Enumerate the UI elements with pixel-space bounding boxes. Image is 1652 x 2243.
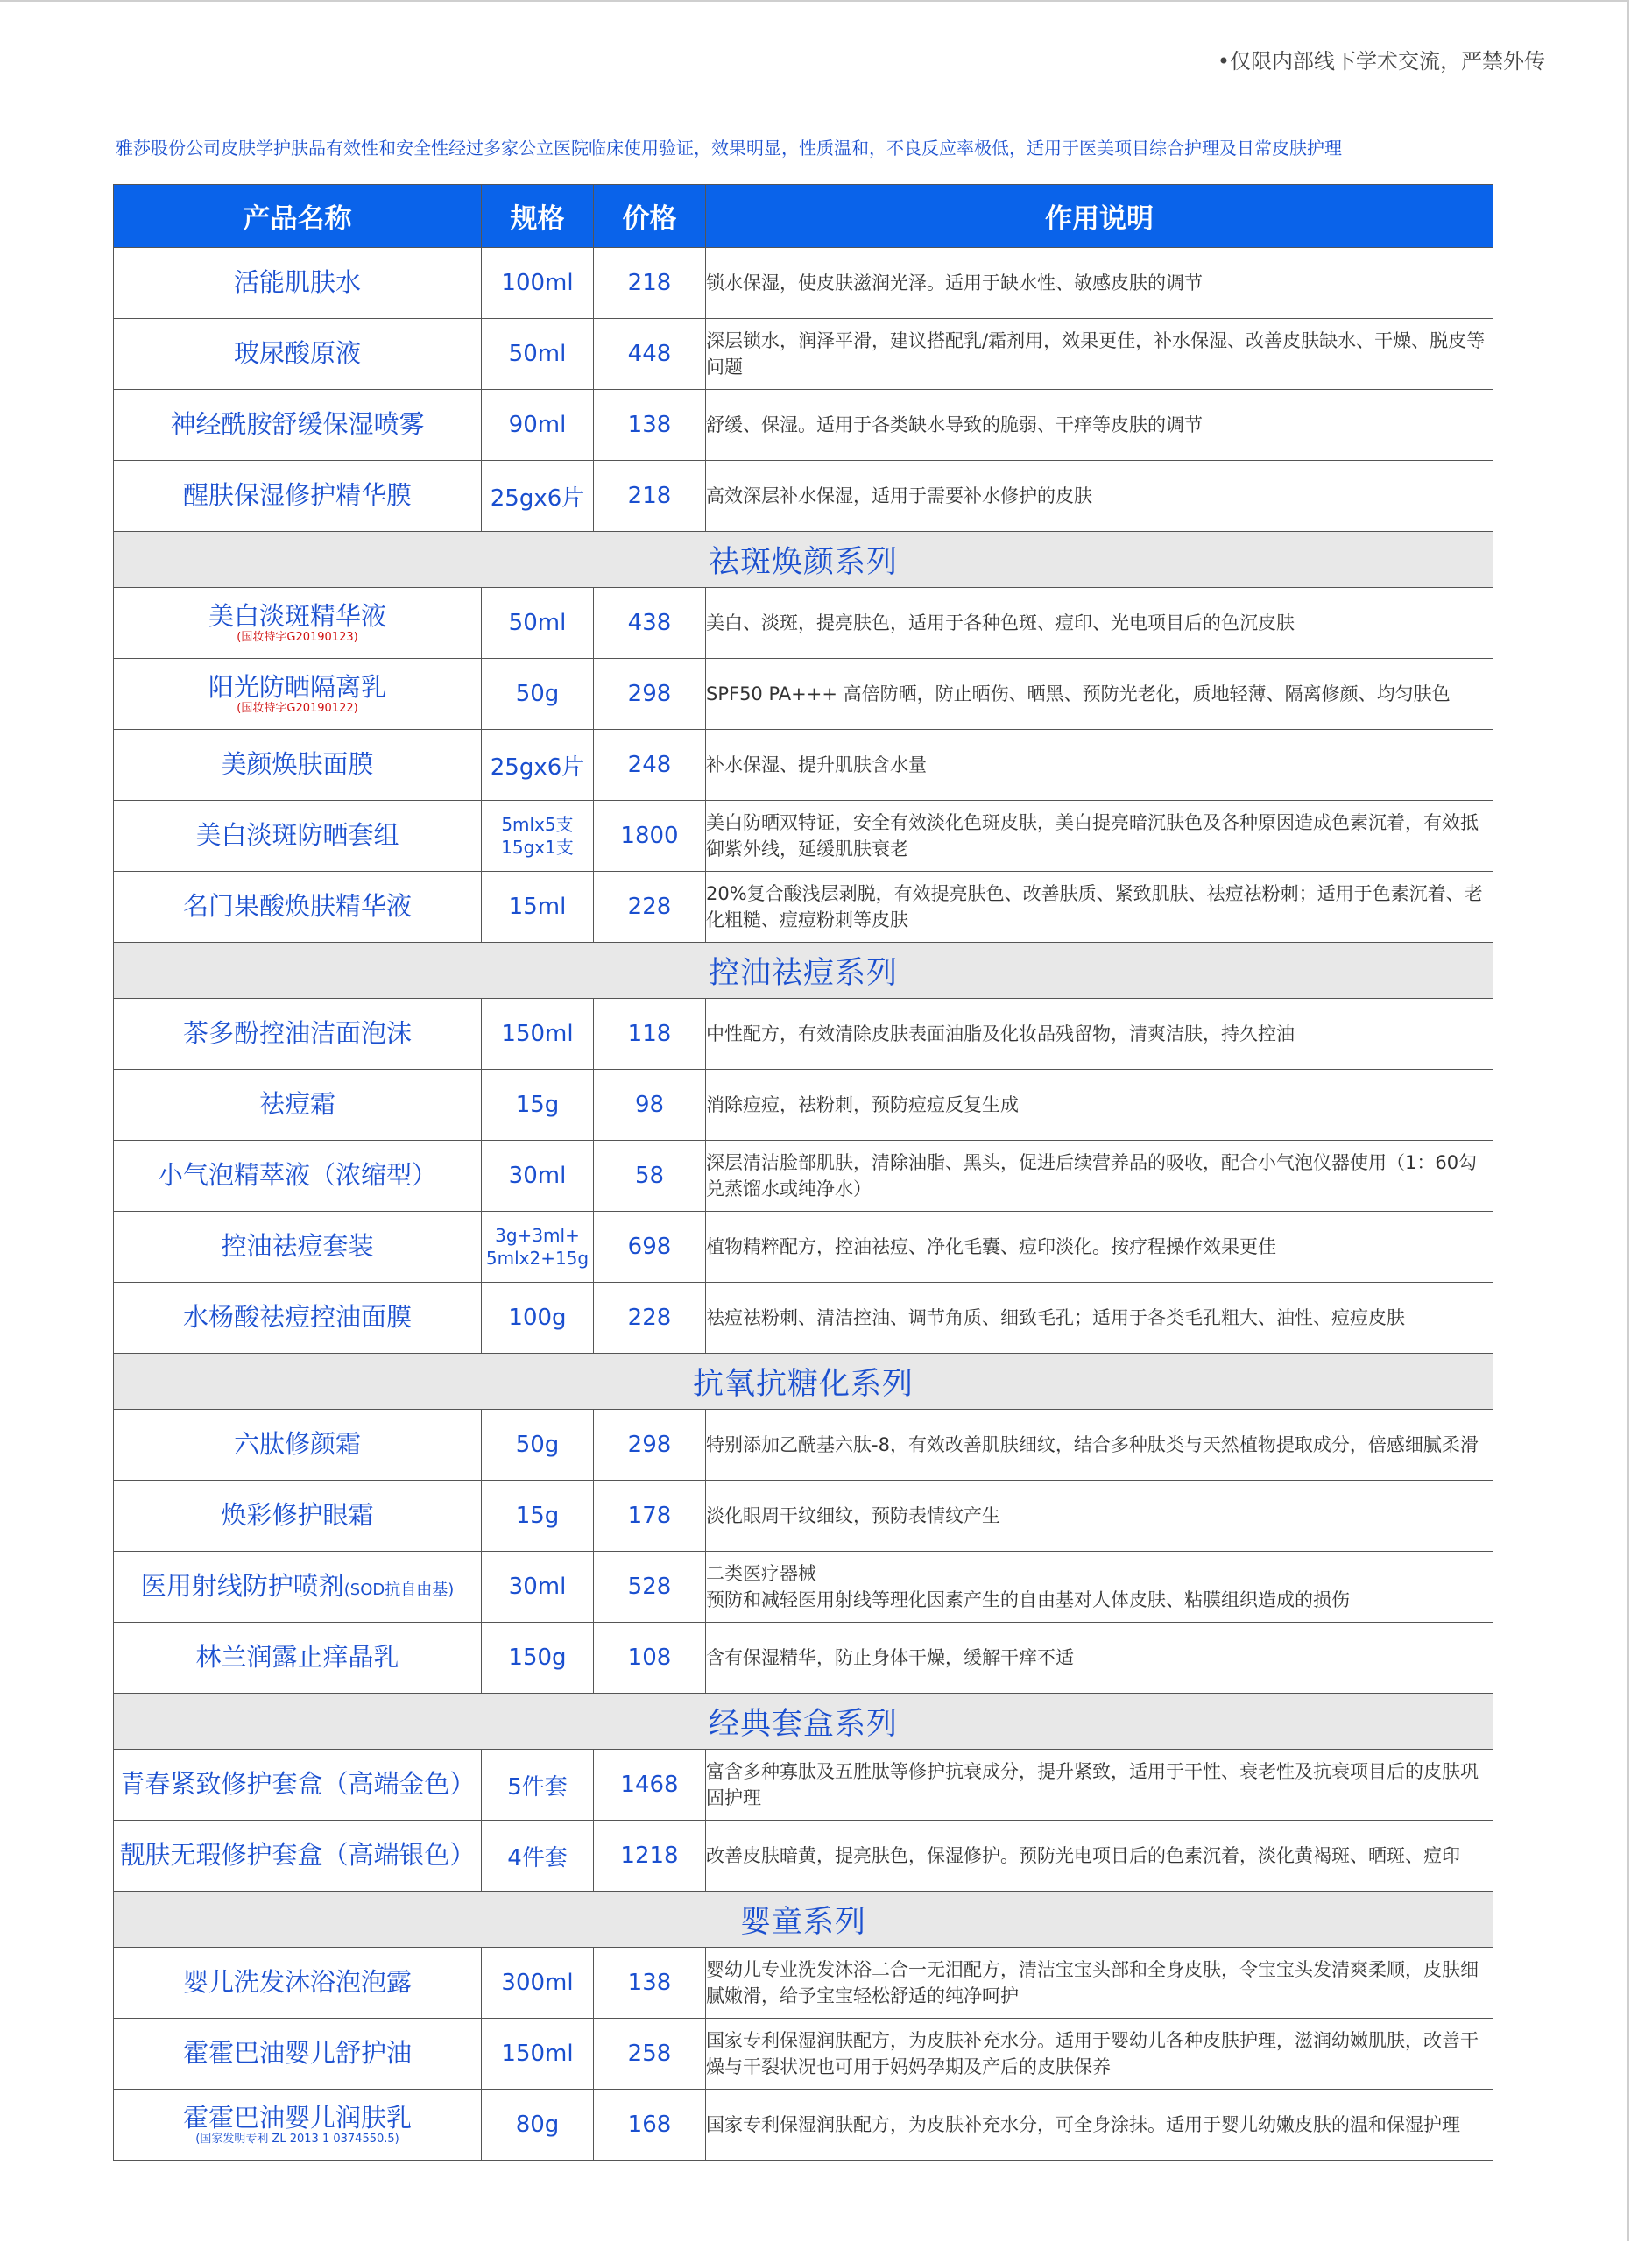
product-spec: 25gx6片 [482, 730, 594, 801]
product-license-note: (国妆特字G20190122) [237, 701, 358, 715]
table-row [114, 801, 1493, 872]
product-name: 婴儿洗发沐浴泡泡露 [114, 1948, 482, 2019]
confidential-notice: •仅限内部线下学术交流，严禁外传 [1217, 49, 1545, 74]
product-price: 298 [594, 659, 706, 730]
product-price: 258 [594, 2019, 706, 2090]
product-description: 国家专利保湿润肤配方，为皮肤补充水分。适用于婴幼儿各种皮肤护理，滋润幼嫩肌肤，改善干燥与干裂状况也可用于妈妈孕期及产后的皮肤保养 [706, 2019, 1493, 2090]
product-description: 淡化眼周干纹细纹，预防表情纹产生 [706, 1481, 1493, 1552]
header-product-name: 产品名称 [114, 185, 482, 248]
product-price: 248 [594, 730, 706, 801]
product-name-suffix: (SOD抗自由基) [343, 1581, 455, 1600]
product-name-cell [114, 2090, 482, 2161]
product-price: 438 [594, 588, 706, 659]
table-row [114, 1552, 1493, 1623]
section-title: 经典套盒系列 [114, 1694, 1493, 1750]
product-spec: 15ml [482, 872, 594, 943]
table-row [114, 588, 1493, 659]
product-name: 名门果酸焕肤精华液 [114, 872, 482, 943]
product-price: 1218 [594, 1821, 706, 1892]
product-name: 阳光防晒隔离乳 [208, 671, 386, 702]
product-spec-cell [482, 1212, 594, 1283]
product-description: 美白、淡斑，提亮肤色，适用于各种色斑、痘印、光电项目后的色沉皮肤 [706, 588, 1493, 659]
section-title: 控油祛痘系列 [114, 943, 1493, 999]
product-price: 168 [594, 2090, 706, 2161]
product-price: 178 [594, 1481, 706, 1552]
table-row [114, 2090, 1493, 2161]
product-spec: 30ml [482, 1141, 594, 1212]
product-patent-note: (国家发明专利 ZL 2013 1 0374550.5) [195, 2132, 399, 2146]
section-header-row [114, 943, 1493, 999]
product-name: 靓肤无瑕修护套盒（高端银色） [114, 1821, 482, 1892]
table-row [114, 730, 1493, 801]
product-name-cell [114, 1552, 482, 1623]
table-row [114, 1212, 1493, 1283]
product-description: 美白防晒双特证，安全有效淡化色斑皮肤，美白提亮暗沉肤色及各种原因造成色素沉着，有效抵御紫外线，延缓肌肤衰老 [706, 801, 1493, 872]
product-spec-line: 3g+3ml+ [495, 1225, 580, 1246]
product-description-line: 预防和减轻医用射线等理化因素产生的自由基对人体皮肤、粘膜组织造成的损伤 [706, 1589, 1350, 1610]
product-name: 美白淡斑精华液 [208, 600, 386, 631]
product-spec: 100g [482, 1283, 594, 1354]
product-description: 国家专利保湿润肤配方，为皮肤补充水分，可全身涂抹。适用于婴儿幼嫩皮肤的温和保湿护理 [706, 2090, 1493, 2161]
product-price: 1468 [594, 1750, 706, 1821]
product-price: 138 [594, 1948, 706, 2019]
product-price: 218 [594, 248, 706, 319]
product-description: 特别添加乙酰基六肽-8，有效改善肌肤细纹，结合多种肽类与天然植物提取成分，倍感细腻柔滑 [706, 1410, 1493, 1481]
product-name: 水杨酸祛痘控油面膜 [114, 1283, 482, 1354]
table-row [114, 390, 1493, 461]
product-spec: 30ml [482, 1552, 594, 1623]
product-price: 698 [594, 1212, 706, 1283]
product-price: 108 [594, 1623, 706, 1694]
product-description: 补水保湿、提升肌肤含水量 [706, 730, 1493, 801]
header-description: 作用说明 [706, 185, 1493, 248]
product-name: 林兰润露止痒晶乳 [114, 1623, 482, 1694]
product-name-cell [114, 588, 482, 659]
product-price: 228 [594, 872, 706, 943]
product-spec: 15g [482, 1481, 594, 1552]
product-description: 高效深层补水保湿，适用于需要补水修护的皮肤 [706, 461, 1493, 532]
product-description: 中性配方，有效清除皮肤表面油脂及化妆品残留物，清爽洁肤，持久控油 [706, 999, 1493, 1070]
product-name: 醒肤保湿修护精华膜 [114, 461, 482, 532]
product-description: SPF50 PA+++ 高倍防晒，防止晒伤、晒黑、预防光老化，质地轻薄、隔离修颜、均匀肤色 [706, 659, 1493, 730]
product-spec: 150ml [482, 2019, 594, 2090]
table-row [114, 1481, 1493, 1552]
product-name: 美白淡斑防晒套组 [114, 801, 482, 872]
table-row [114, 1750, 1493, 1821]
section-header-row [114, 1892, 1493, 1948]
product-description: 20%复合酸浅层剥脱，有效提亮肤色、改善肤质、紧致肌肤、祛痘祛粉刺；适用于色素沉着、老化粗糙、痘痘粉刺等皮肤 [706, 872, 1493, 943]
product-name: 医用射线防护喷剂 [140, 1571, 344, 1602]
section-title: 婴童系列 [114, 1892, 1493, 1948]
product-spec: 300ml [482, 1948, 594, 2019]
table-row [114, 1948, 1493, 2019]
product-price: 58 [594, 1141, 706, 1212]
product-price: 98 [594, 1070, 706, 1141]
product-name: 玻尿酸原液 [114, 319, 482, 390]
table-row [114, 2019, 1493, 2090]
product-spec: 150g [482, 1623, 594, 1694]
product-price: 218 [594, 461, 706, 532]
table-row [114, 1821, 1493, 1892]
product-name: 青春紧致修护套盒（高端金色） [114, 1750, 482, 1821]
product-spec: 50ml [482, 588, 594, 659]
header-spec: 规格 [482, 185, 594, 248]
product-description: 祛痘祛粉刺、清洁控油、调节角质、细致毛孔；适用于各类毛孔粗大、油性、痘痘皮肤 [706, 1283, 1493, 1354]
product-price: 528 [594, 1552, 706, 1623]
product-spec: 50g [482, 659, 594, 730]
product-name: 霍霍巴油婴儿润肤乳 [182, 2102, 412, 2133]
table-row [114, 248, 1493, 319]
product-name: 霍霍巴油婴儿舒护油 [114, 2019, 482, 2090]
product-spec: 80g [482, 2090, 594, 2161]
table-header-row [114, 185, 1493, 248]
product-description: 深层清洁脸部肌肤，清除油脂、黑头，促进后续营养品的吸收，配合小气泡仪器使用（1：60勾兑蒸馏水或纯净水） [706, 1141, 1493, 1212]
product-license-note: (国妆特字G20190123) [237, 630, 358, 644]
product-table [113, 184, 1493, 2161]
table-row [114, 1070, 1493, 1141]
product-spec: 150ml [482, 999, 594, 1070]
product-spec: 90ml [482, 390, 594, 461]
product-description: 舒缓、保湿。适用于各类缺水导致的脆弱、干痒等皮肤的调节 [706, 390, 1493, 461]
table-row [114, 1623, 1493, 1694]
product-price: 138 [594, 390, 706, 461]
section-title: 抗氧抗糖化系列 [114, 1354, 1493, 1410]
table-row [114, 872, 1493, 943]
product-description: 改善皮肤暗黄，提亮肤色，保湿修护。预防光电项目后的色素沉着，淡化黄褐斑、晒斑、痘印 [706, 1821, 1493, 1892]
product-spec: 50ml [482, 319, 594, 390]
product-description: 消除痘痘，祛粉刺，预防痘痘反复生成 [706, 1070, 1493, 1141]
product-spec: 4件套 [482, 1821, 594, 1892]
product-description: 含有保湿精华，防止身体干燥，缓解干痒不适 [706, 1623, 1493, 1694]
product-spec-line: 15gx1支 [501, 837, 574, 858]
table-row [114, 1141, 1493, 1212]
product-spec: 50g [482, 1410, 594, 1481]
section-title: 祛斑焕颜系列 [114, 532, 1493, 588]
section-header-row [114, 1694, 1493, 1750]
table-row [114, 999, 1493, 1070]
table-row [114, 1410, 1493, 1481]
section-header-row [114, 1354, 1493, 1410]
section-header-row [114, 532, 1493, 588]
table-row [114, 659, 1493, 730]
product-spec: 5件套 [482, 1750, 594, 1821]
product-spec: 100ml [482, 248, 594, 319]
intro-text: 雅莎股份公司皮肤学护肤品有效性和安全性经过多家公立医院临床使用验证，效果明显，性质温和，不良反应率极低，适用于医美项目综合护理及日常皮肤护理 [116, 138, 1342, 159]
product-spec-cell [482, 801, 594, 872]
header-price: 价格 [594, 185, 706, 248]
product-description-cell [706, 1552, 1493, 1623]
product-description: 富含多种寡肽及五胜肽等修护抗衰成分，提升紧致，适用于干性、衰老性及抗衰项目后的皮肤巩固护理 [706, 1750, 1493, 1821]
product-name-cell [114, 659, 482, 730]
product-description: 婴幼儿专业洗发沐浴二合一无泪配方，清洁宝宝头部和全身皮肤，令宝宝头发清爽柔顺，皮肤细腻嫩滑，给予宝宝轻松舒适的纯净呵护 [706, 1948, 1493, 2019]
product-description-line: 二类医疗器械 [706, 1562, 816, 1584]
product-price: 228 [594, 1283, 706, 1354]
product-description: 植物精粹配方，控油祛痘、净化毛囊、痘印淡化。按疗程操作效果更佳 [706, 1212, 1493, 1283]
product-spec-line: 5mlx5支 [501, 814, 574, 835]
product-price: 118 [594, 999, 706, 1070]
product-name: 焕彩修护眼霜 [114, 1481, 482, 1552]
product-name: 小气泡精萃液（浓缩型） [114, 1141, 482, 1212]
product-price: 448 [594, 319, 706, 390]
product-name: 六肽修颜霜 [114, 1410, 482, 1481]
product-name: 茶多酚控油洁面泡沫 [114, 999, 482, 1070]
table-row [114, 461, 1493, 532]
product-price: 298 [594, 1410, 706, 1481]
product-name: 祛痘霜 [114, 1070, 482, 1141]
table-row [114, 319, 1493, 390]
product-spec: 15g [482, 1070, 594, 1141]
product-price: 1800 [594, 801, 706, 872]
product-spec-line: 5mlx2+15g [485, 1248, 589, 1269]
product-description: 锁水保湿，使皮肤滋润光泽。适用于缺水性、敏感皮肤的调节 [706, 248, 1493, 319]
table-row [114, 1283, 1493, 1354]
product-name: 神经酰胺舒缓保湿喷雾 [114, 390, 482, 461]
product-name: 活能肌肤水 [114, 248, 482, 319]
product-name: 控油祛痘套装 [114, 1212, 482, 1283]
product-description: 深层锁水，润泽平滑，建议搭配乳/霜剂用，效果更佳，补水保湿、改善皮肤缺水、干燥、脱皮等问题 [706, 319, 1493, 390]
product-name: 美颜焕肤面膜 [114, 730, 482, 801]
product-spec: 25gx6片 [482, 461, 594, 532]
